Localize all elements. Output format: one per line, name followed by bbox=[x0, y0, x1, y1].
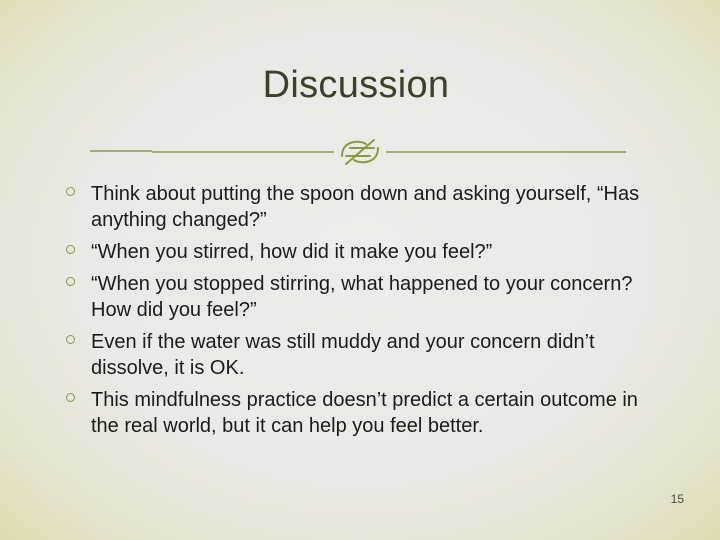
title-divider bbox=[90, 134, 630, 170]
bullet-list bbox=[66, 181, 666, 445]
bullet-marker-icon bbox=[66, 187, 75, 196]
bullet-item bbox=[66, 239, 666, 265]
bullet-item bbox=[66, 329, 666, 381]
slide-title: Discussion bbox=[262, 64, 450, 106]
bullet-marker-icon bbox=[66, 393, 75, 402]
scroll-ornament-icon bbox=[342, 140, 378, 164]
bullet-text: This mindfulness practice doesn’t predict a certain outcome in the real world, but it can help you feel better. bbox=[91, 389, 638, 437]
bullet-item bbox=[66, 271, 666, 323]
bullet-marker-icon bbox=[66, 245, 75, 254]
bullet-item bbox=[66, 387, 666, 439]
bullet-text: Even if the water was still muddy and your concern didn’t dissolve, it is OK. bbox=[91, 331, 595, 379]
bullet-marker-icon bbox=[66, 277, 75, 286]
bullet-text: Think about putting the spoon down and asking yourself, “Has anything changed?” bbox=[91, 183, 640, 231]
bullet-marker-icon bbox=[66, 335, 75, 344]
bullet-text: “When you stirred, how did it make you feel?” bbox=[91, 241, 493, 263]
bullet-text: “When you stopped stirring, what happened to your concern? How did you feel?” bbox=[91, 273, 633, 321]
bullet-item bbox=[66, 181, 666, 233]
page-number: 15 bbox=[670, 492, 684, 506]
